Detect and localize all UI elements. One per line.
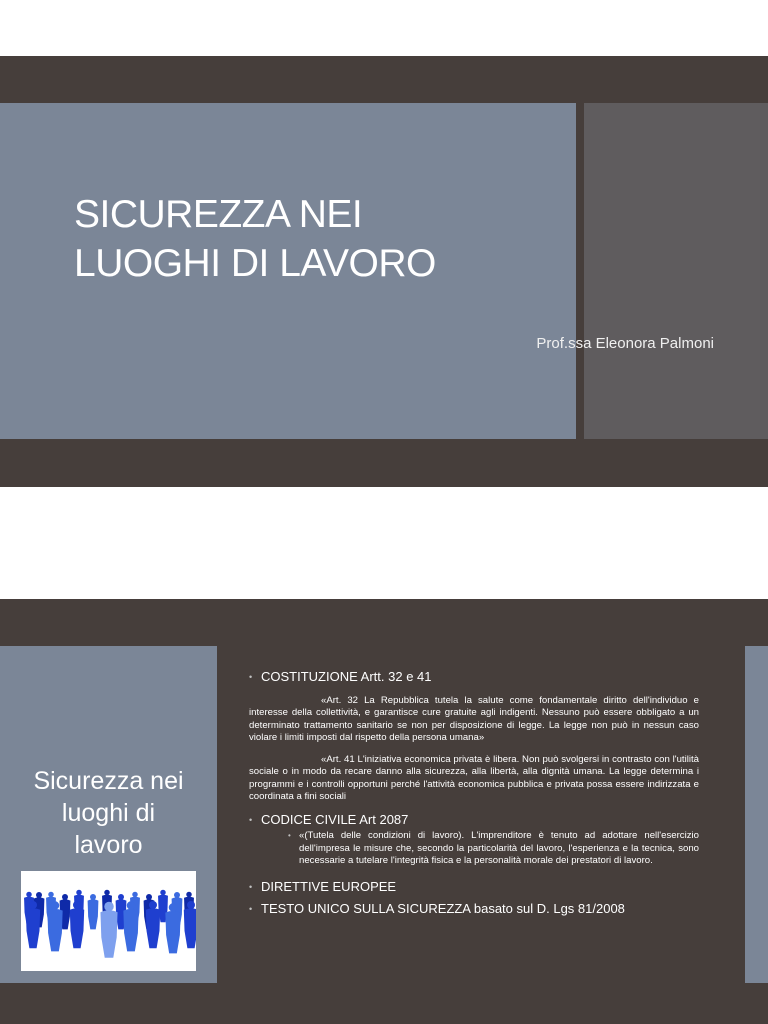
right-strip [745, 646, 768, 983]
person-head [169, 903, 178, 912]
person-head [76, 890, 82, 896]
crowd-of-people-silhouettes-icon [21, 871, 196, 971]
person-head [62, 894, 68, 900]
bullet-direttive-europee: • DIRETTIVE EUROPEE [249, 879, 699, 895]
person-head [174, 892, 180, 898]
person-head [149, 901, 157, 909]
person-head [51, 901, 60, 910]
person-silhouette [70, 908, 84, 948]
slide-title: Sicurezza nei luoghi di lavoro [33, 767, 184, 859]
person-head [29, 901, 37, 909]
slide-1 [0, 56, 768, 487]
person-head [104, 890, 110, 896]
article-41-text: «Art. 41 L'iniziativa economica privata è libera. Non può svolgersi in contrasto con l'utilità sociale o in modo da recare danno alla sicurezza, alla libertà, alla dignità umana. La legge determina i programmi e i controlli opportuni perché l'attività economica pubblica e privata possa essere indirizzata e coordinata a fini sociali [249, 754, 699, 803]
article-32-text: «Art. 32 La Repubblica tutela la salute come fondamentale diritto dell'individuo e interesse della collettività, e garantisce cure gratuite agli indigenti. Nessuno può essere obbligato a un determinato trattamento sanitario se non per disposizione di legge. La legge non può in nessun caso violare i limiti imposti dal rispetto della persona umana» [249, 695, 699, 743]
content-area [249, 669, 699, 917]
person-head [186, 892, 192, 898]
article-2087-text: • «(Tutela delle condizioni di lavoro). L'imprenditore è tenuto ad adottare nell'esercizio dell'impresa le misure che, secondo la particolarità del lavoro, l'esperienza e la tecnica, sono necessarie a tutelare l'integrità fisica e la personalità morale dei prestatori di lavoro. [292, 830, 699, 867]
person-silhouette [165, 911, 180, 954]
person-silhouette [88, 899, 99, 929]
slide-subtitle: Prof.ssa Eleonora Palmoni [536, 335, 714, 352]
person-head [146, 894, 152, 900]
side-panel [584, 103, 768, 439]
person-head [132, 892, 138, 898]
person-head [26, 892, 32, 898]
slide-2 [0, 599, 768, 1024]
person-head [118, 894, 124, 900]
person-silhouette [26, 908, 40, 948]
person-head [127, 901, 136, 910]
person-silhouette [123, 909, 138, 952]
person-head [104, 902, 114, 912]
person-head [187, 901, 195, 909]
person-head [48, 892, 54, 898]
person-head [160, 890, 166, 896]
bullet-codice-civile: • CODICE CIVILE Art 2087 [249, 812, 699, 828]
bullet-testo-unico: • TESTO UNICO SULLA SICUREZZA basato sul D. Lgs 81/2008 [249, 901, 699, 917]
bullet-costituzione: • COSTITUZIONE Artt. 32 e 41 [249, 669, 699, 685]
person-silhouette [100, 910, 117, 958]
person-silhouette [47, 909, 62, 952]
person-head [90, 894, 96, 900]
person-head [73, 901, 81, 909]
person-silhouette [146, 908, 160, 948]
slide-title: SICUREZZA NEI LUOGHI DI LAVORO [74, 193, 436, 285]
person-head [36, 892, 42, 898]
person-silhouette [184, 908, 196, 948]
